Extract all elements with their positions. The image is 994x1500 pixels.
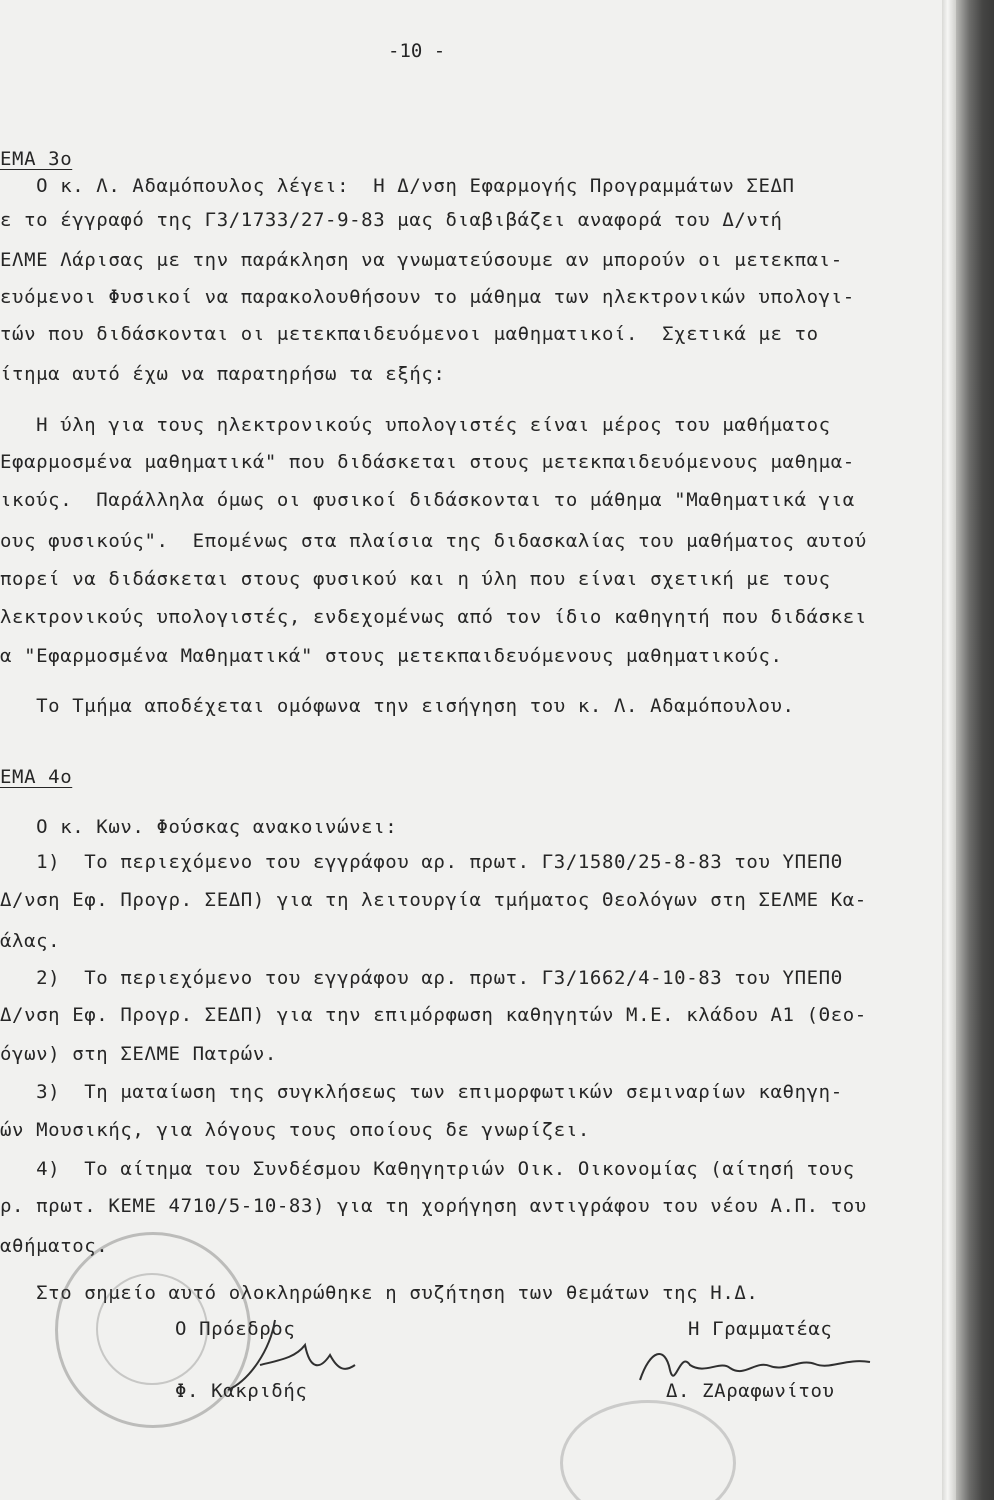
text-line: ους φυσικούς". Επομένως στα πλαίσια της διδασκαλίας του μαθήματος αυτού <box>0 530 867 552</box>
text-line: ε το έγγραφό της Γ3/1733/27-9-83 μας διαβιβάζει αναφορά του Δ/ντή <box>0 209 783 231</box>
text-line: άλας. <box>0 930 61 952</box>
text-line: Η ύλη για τους ηλεκτρονικούς υπολογιστές είναι μέρος του μαθήματος <box>0 414 831 436</box>
text-line: Εφαρμοσμένα μαθηματικά" που διδάσκεται στους μετεκπαιδευόμενους μαθημα- <box>0 451 855 473</box>
text-line: τών που διδάσκονται οι μετεκπαιδευόμενοι μαθηματικοί. Σχετικά με το <box>0 323 819 345</box>
text-line: ΕΛΜΕ Λάρισας με την παράκληση να γνωματεύσουμε αν μπορούν οι μετεκπαι- <box>0 249 843 271</box>
page-edge <box>942 0 956 1500</box>
text-line: Δ/νση Εφ. Προγρ. ΣΕΔΠ) για τη λειτουργία τμήματος Θεολόγων στη ΣΕΛΜΕ Κα- <box>0 889 867 911</box>
text-line: Ο κ. Κων. Φούσκας ανακοινώνει: <box>0 816 398 838</box>
binder-spine <box>956 0 994 1500</box>
chairman-signature <box>220 1310 360 1400</box>
text-line: πορεί να διδάσκεται στους φυσικού και η ύλη που είναι σχετική με τους <box>0 568 831 590</box>
secretary-title: Η Γραμματέας <box>688 1318 833 1340</box>
text-line: Ο κ. Λ. Αδαμόπουλος λέγει: Η Δ/νση Εφαρμογής Προγραμμάτων ΣΕΔΠ <box>0 175 795 197</box>
section-heading-3: ΕΜΑ 3ο <box>0 148 73 170</box>
text-line: όγων) στη ΣΕΛΜΕ Πατρών. <box>0 1043 277 1065</box>
secretary-name: Δ. ΖΑραφωνίτου <box>666 1380 835 1402</box>
text-line: 2) Το περιεχόμενο του εγγράφου αρ. πρωτ. Γ3/1662/4-10-83 του ΥΠΕΠΘ <box>0 967 843 989</box>
secretary-signature <box>630 1340 890 1400</box>
text-line: 3) Τη ματαίωση της συγκλήσεως των επιμορφωτικών σεμιναρίων καθηγη- <box>0 1081 843 1103</box>
text-line: α "Εφαρμοσμένα Μαθηματικά" στους μετεκπαιδευόμενους μαθηματικούς. <box>0 645 783 667</box>
text-line: 1) Το περιεχόμενο του εγγράφου αρ. πρωτ. Γ3/1580/25-8-83 του ΥΠΕΠΘ <box>0 851 843 873</box>
text-line: ίτημα αυτό έχω να παρατηρήσω τα εξής: <box>0 363 446 385</box>
chairman-name: Φ. Κακριδής <box>175 1380 308 1402</box>
page-number: -10 - <box>388 40 446 62</box>
text-line: 4) Το αίτημα του Συνδέσμου Καθηγητριών Οικ. Οικονομίας (αίτησή τους <box>0 1158 855 1180</box>
text-line: ικούς. Παράλληλα όμως οι φυσικοί διδάσκονται το μάθημα "Μαθηματικά για <box>0 489 855 511</box>
text-line: ευόμενοι Φυσικοί να παρακολουθήσουν το μάθημα των ηλεκτρονικών υπολογι- <box>0 286 855 308</box>
chairman-title: Ο Πρόεδρος <box>175 1318 296 1340</box>
official-seal-secondary <box>560 1400 736 1500</box>
text-line: ών Μουσικής, για λόγους τους οποίους δε γνωρίζει. <box>0 1119 590 1141</box>
section-heading-4: ΕΜΑ 4ο <box>0 766 73 788</box>
text-line: Στο σημείο αυτό ολοκληρώθηκε η συζήτηση των θεμάτων της Η.Δ. <box>0 1282 759 1304</box>
text-line: λεκτρονικούς υπολογιστές, ενδεχομένως από τον ίδιο καθηγητή που διδάσκει <box>0 606 867 628</box>
text-line: Δ/νση Εφ. Προγρ. ΣΕΔΠ) για την επιμόρφωση καθηγητών Μ.Ε. κλάδου Α1 (Θεο- <box>0 1004 867 1026</box>
text-line: αθήματος. <box>0 1235 109 1257</box>
text-line: ρ. πρωτ. ΚΕΜΕ 4710/5-10-83) για τη χορήγηση αντιγράφου του νέου Α.Π. του <box>0 1195 867 1217</box>
text-line: Το Τμήμα αποδέχεται ομόφωνα την εισήγηση του κ. Λ. Αδαμόπουλου. <box>0 695 795 717</box>
